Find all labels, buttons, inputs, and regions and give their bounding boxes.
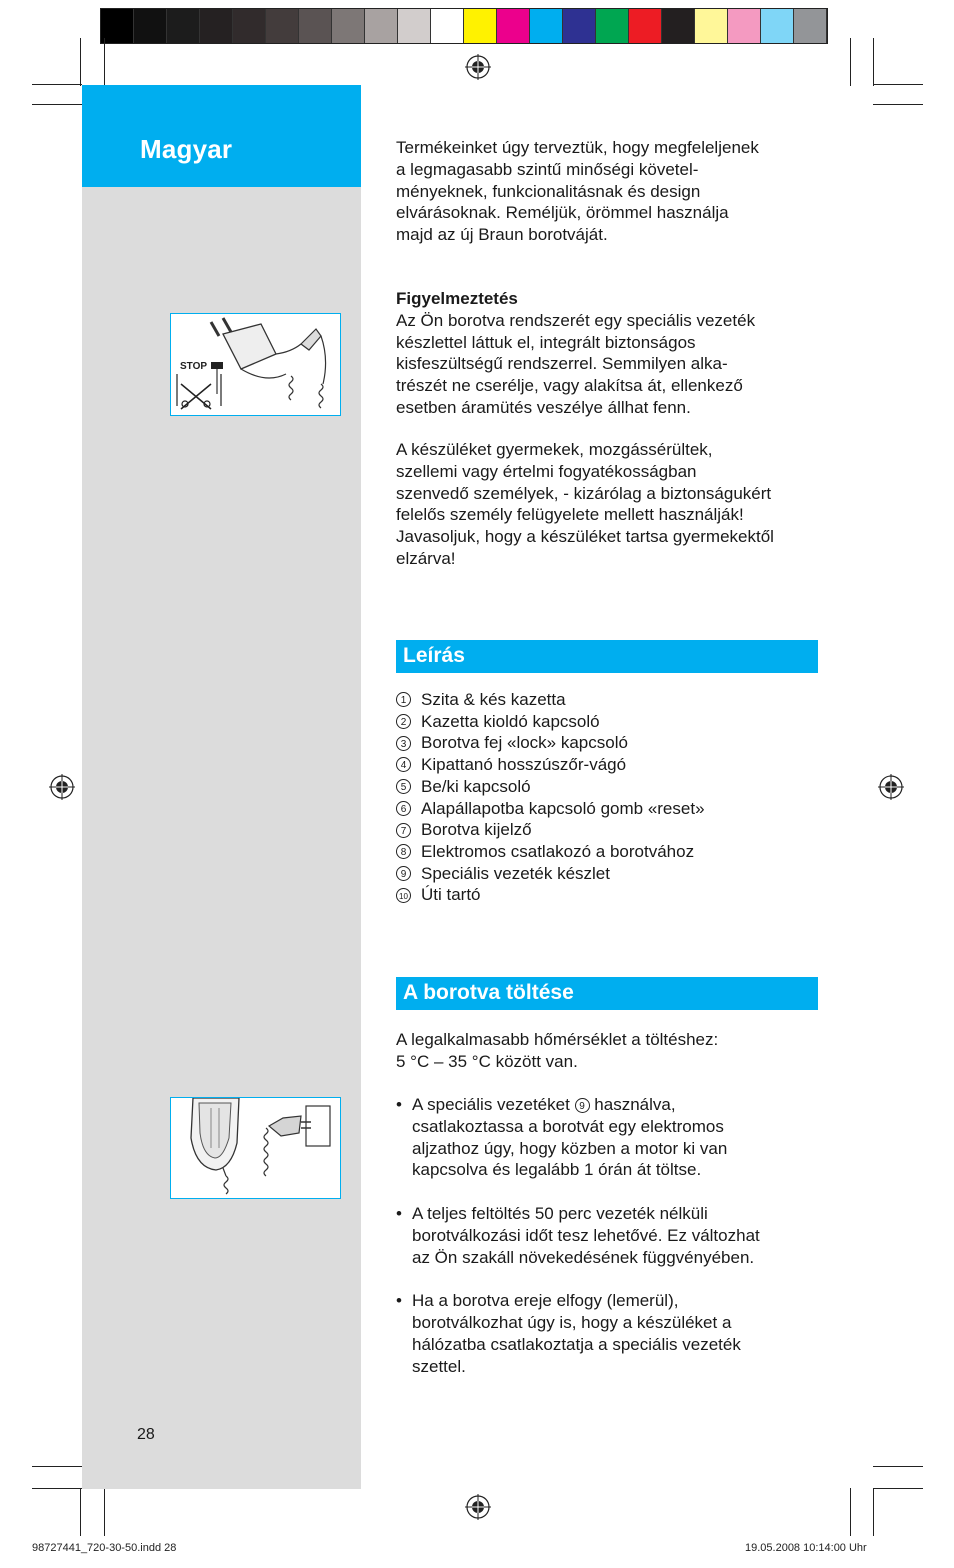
charging-bullets xyxy=(396,1094,760,1399)
part-label: Borotva fej «lock» kapcsoló xyxy=(421,733,628,753)
text-line: • Ha a borotva ereje elfogy (lemerül), xyxy=(412,1291,679,1311)
section-header-description xyxy=(396,640,818,673)
footer-timestamp: 19.05.2008 10:14:00 Uhr xyxy=(745,1542,867,1554)
text-line: esetben áramütés veszélye állhat fenn. xyxy=(396,397,691,417)
part-label: Kipattanó hosszúszőr-vágó xyxy=(421,755,627,775)
crop-mark xyxy=(873,1466,923,1467)
bullet-text: használva, xyxy=(594,1095,676,1114)
color-swatch xyxy=(398,9,431,43)
part-label: Úti tartó xyxy=(421,885,481,905)
color-swatch xyxy=(266,9,299,43)
part-label: Elektromos csatlakozó a borotvához xyxy=(421,841,695,861)
text-line: elzárva! xyxy=(396,548,456,568)
color-swatch xyxy=(299,9,332,43)
color-swatch xyxy=(167,9,200,43)
section-title: Leírás xyxy=(403,644,465,667)
color-swatch xyxy=(134,9,167,43)
color-swatch xyxy=(431,9,464,43)
part-number-badge: 7 xyxy=(396,823,411,838)
list-item xyxy=(396,776,705,798)
color-swatch xyxy=(563,9,596,43)
crop-mark xyxy=(873,38,874,86)
crop-mark xyxy=(104,38,105,86)
crop-mark xyxy=(873,1488,874,1536)
color-swatch xyxy=(200,9,233,43)
text-line: szettel. xyxy=(412,1356,466,1376)
color-swatch xyxy=(530,9,563,43)
warning-paragraph xyxy=(396,288,755,419)
text-line: csatlakoztassa a borotvát egy elektromos xyxy=(412,1116,724,1136)
text-line: A készüléket gyermekek, mozgássérültek, xyxy=(396,440,713,459)
text-line: kisfeszültségű rendszerrel. Semmilyen alka- xyxy=(396,354,728,374)
color-swatch xyxy=(464,9,497,43)
part-number-badge: 2 xyxy=(396,714,411,729)
text-line: A legalkalmasabb hőmérséklet a töltéshez: xyxy=(396,1030,719,1049)
registration-mark-icon xyxy=(465,54,491,80)
list-item xyxy=(396,1094,760,1181)
text-line: felelős személy felügyelete mellett használják! xyxy=(396,505,744,525)
crop-mark xyxy=(32,1488,82,1489)
bullet-text: A speciális vezetéket xyxy=(412,1095,570,1114)
text-line: aljzathoz úgy, hogy közben a motor ki van xyxy=(412,1138,728,1158)
part-label: Szita & kés kazetta xyxy=(421,690,566,709)
text-line: készlettel láttuk el, integrált biztonságos xyxy=(396,332,696,352)
text-line: Javasoljuk, hogy a készüléket tartsa gyermekektől xyxy=(396,527,774,547)
text-line: ményeknek, funkcionalitásnak és design xyxy=(396,181,701,201)
color-swatch xyxy=(662,9,695,43)
page-number: 28 xyxy=(137,1426,155,1443)
charging-figure xyxy=(170,1097,341,1199)
text-line: majd az új Braun borotváját. xyxy=(396,225,608,245)
text-line: 5 °C – 35 °C között van. xyxy=(396,1051,578,1071)
list-item xyxy=(396,819,705,841)
list-item xyxy=(396,1290,760,1377)
plug-warning-figure xyxy=(170,313,341,416)
intro-paragraph xyxy=(396,137,759,246)
color-swatch xyxy=(332,9,365,43)
children-warning-paragraph xyxy=(396,439,774,570)
text-line: Az Ön borotva rendszerét egy speciális vezeték xyxy=(396,310,756,330)
part-label: Kazetta kioldó kapcsoló xyxy=(421,711,600,731)
color-swatch xyxy=(695,9,728,43)
crop-mark xyxy=(32,84,82,85)
registration-mark-icon xyxy=(49,774,75,800)
footer-file-info: 98727441_720-30-50.indd 28 xyxy=(32,1542,177,1554)
crop-mark xyxy=(80,38,81,86)
list-item xyxy=(396,689,705,711)
part-label: Borotva kijelző xyxy=(421,820,532,840)
text-line: borotválkozási időt tesz lehetővé. Ez változhat xyxy=(412,1225,760,1245)
text-line: kapcsolva és legalább 1 órán át töltse. xyxy=(412,1160,702,1180)
list-item xyxy=(396,798,705,820)
part-label: Speciális vezeték készlet xyxy=(421,863,610,883)
text-line: elvárásoknak. Reméljük, örömmel használja xyxy=(396,203,729,223)
text-line: borotválkozhat úgy is, hogy a készüléket a xyxy=(412,1312,732,1332)
part-number-badge: 4 xyxy=(396,757,411,772)
shaver-charging-illustration-icon xyxy=(171,1098,340,1198)
crop-mark xyxy=(873,84,923,85)
text-line: szenvedő személyek, - kizárólag a biztonságukért xyxy=(396,483,772,503)
page-title: Magyar xyxy=(140,134,233,164)
color-swatch xyxy=(233,9,266,43)
list-item xyxy=(396,884,705,906)
part-label: Alapállapotba kapcsoló gomb «reset» xyxy=(421,798,705,818)
list-item xyxy=(396,754,705,776)
text-line: szellemi vagy értelmi fogyatékosságban xyxy=(396,461,697,481)
list-item xyxy=(396,841,705,863)
registration-mark-icon xyxy=(878,774,904,800)
list-item xyxy=(396,711,705,733)
crop-mark xyxy=(32,104,82,105)
part-number-badge: 9 xyxy=(575,1098,590,1113)
text-line: a legmagasabb szintű minőségi követel- xyxy=(396,159,699,179)
color-swatch xyxy=(101,9,134,43)
color-swatch xyxy=(761,9,794,43)
part-number-badge: 3 xyxy=(396,736,411,751)
text-line: • A teljes feltöltés 50 perc vezeték nélküli xyxy=(412,1203,708,1223)
crop-mark xyxy=(850,1488,851,1536)
color-swatch xyxy=(728,9,761,43)
color-calibration-bar xyxy=(100,8,828,44)
sidebar-panel xyxy=(82,85,361,1489)
part-number-badge: 8 xyxy=(396,844,411,859)
list-item xyxy=(396,1203,760,1268)
crop-mark xyxy=(32,1466,82,1467)
part-number-badge: 6 xyxy=(396,801,411,816)
color-swatch xyxy=(365,9,398,43)
text-line: hálózatba csatlakoztatja a speciális vezeték xyxy=(412,1334,741,1354)
crop-mark xyxy=(873,104,923,105)
list-item xyxy=(396,863,705,885)
color-swatch xyxy=(794,9,827,43)
crop-mark xyxy=(80,1488,81,1536)
warning-heading: Figyelmeztetés xyxy=(396,289,518,308)
section-header-charging xyxy=(396,977,818,1010)
color-swatch xyxy=(596,9,629,43)
crop-mark xyxy=(104,1488,105,1536)
color-swatch xyxy=(629,9,662,43)
color-swatch xyxy=(497,9,530,43)
temperature-paragraph xyxy=(396,1029,718,1073)
text-line: trészét ne cserélje, vagy alakítsa át, ellenkező xyxy=(396,376,743,396)
list-item xyxy=(396,732,705,754)
crop-mark xyxy=(850,38,851,86)
stop-label: STOP xyxy=(180,361,208,372)
text-line: az Ön szakáll növekedésének függvényében. xyxy=(412,1247,755,1267)
part-label: Be/ki kapcsoló xyxy=(421,776,531,796)
part-number-badge: 9 xyxy=(396,866,411,881)
part-number-badge: 10 xyxy=(396,888,411,903)
part-number-badge: 5 xyxy=(396,779,411,794)
registration-mark-icon xyxy=(465,1494,491,1520)
section-title: A borotva töltése xyxy=(403,981,574,1004)
crop-mark xyxy=(873,1488,923,1489)
part-number-badge: 1 xyxy=(396,692,411,707)
parts-list xyxy=(396,689,705,906)
text-line: Termékeinket úgy terveztük, hogy megfeleljenek xyxy=(396,138,759,157)
